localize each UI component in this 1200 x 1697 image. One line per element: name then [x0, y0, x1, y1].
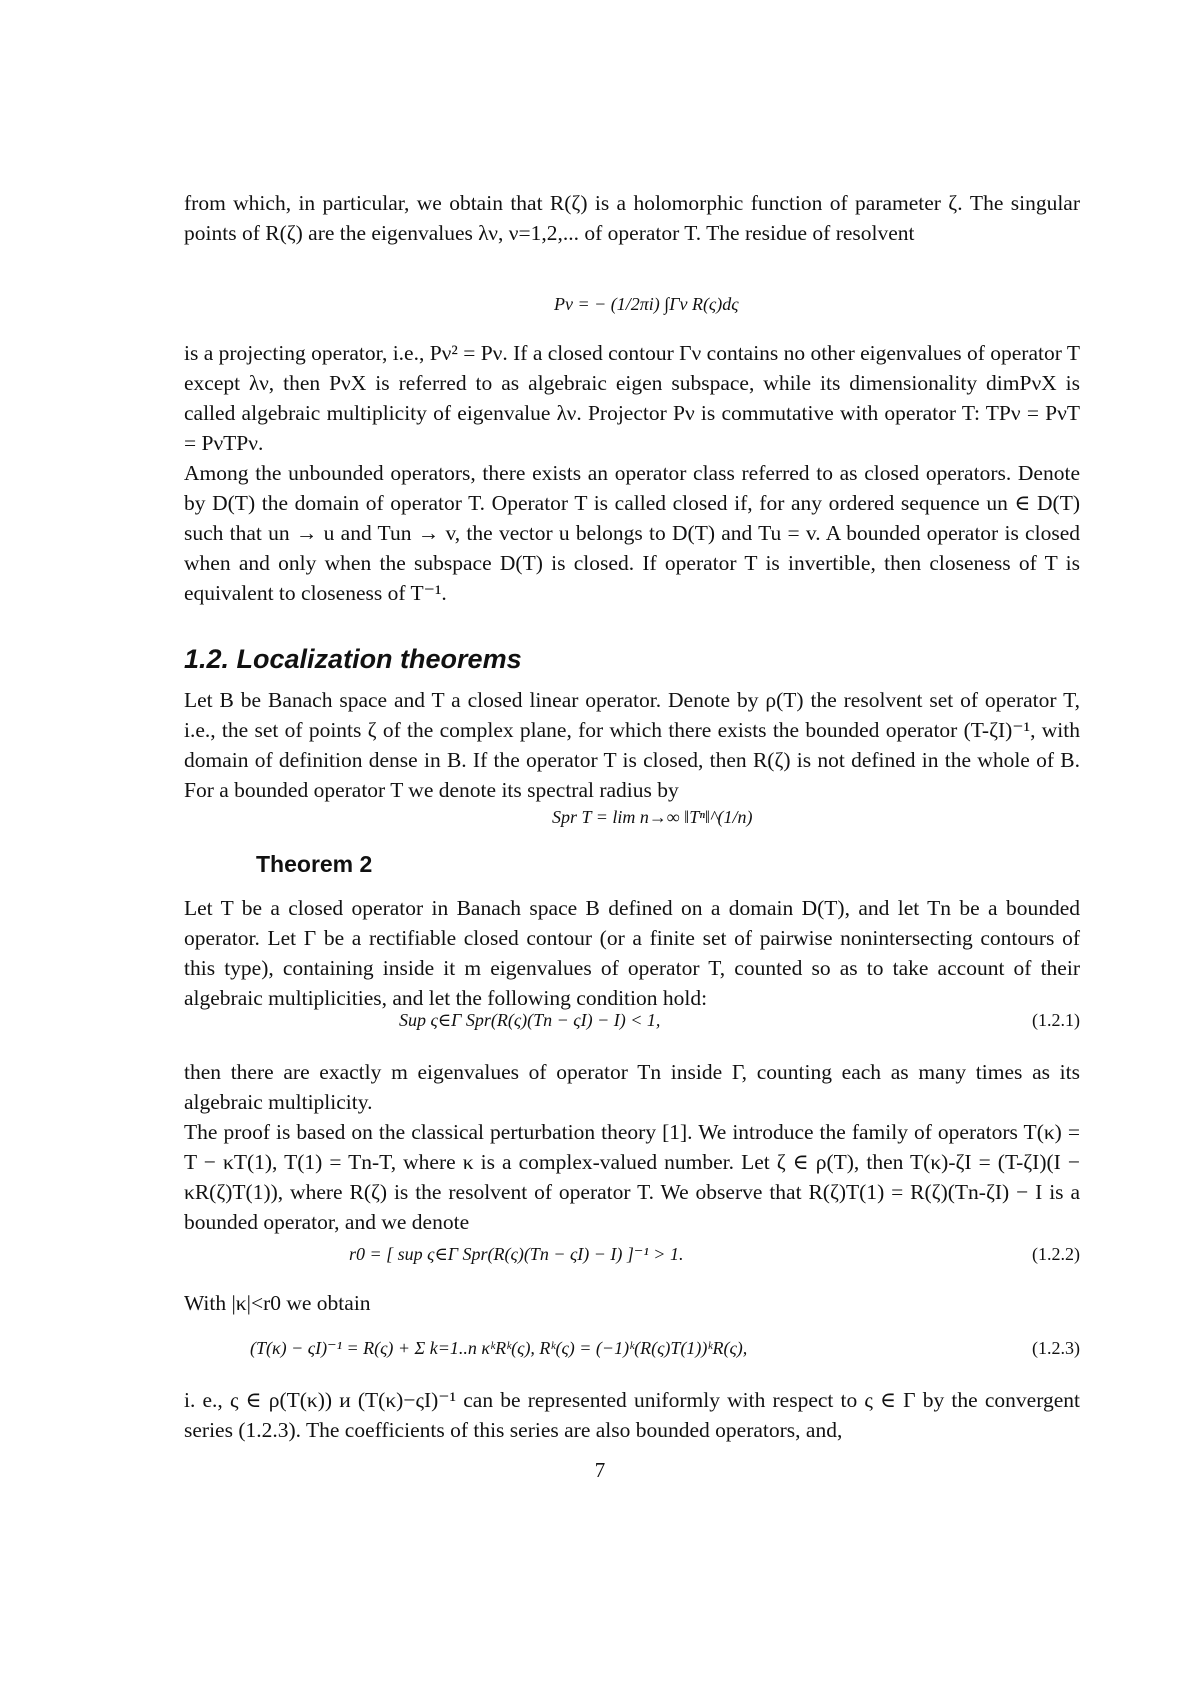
paragraph-text-3: Among the unbounded operators, there exists an operator class referred to as closed operators. Denote by D(T) the domain of operator T. Operator T is called closed if, for any ordered sequence un ∈ D(T) such that un → u and Tun → v, the vector u belongs to D(T) and Tu = v. A bounded operator is closed when and only when the subspace D(T) is closed. If operator T is invertible, then closeness of T is equivalent to closeness of T⁻¹. — [184, 458, 1080, 608]
equation-1-2-1 — [184, 1010, 1080, 1040]
equation-spectral-radius — [184, 807, 1080, 837]
paragraph-text-6: then there are exactly m eigenvalues of operator Tn inside Γ, counting each as many times as its algebraic multiplicity. — [184, 1057, 1080, 1117]
paragraph-with — [184, 1288, 1080, 1318]
paragraph-intro — [184, 188, 1080, 248]
paragraph-text-7: The proof is based on the classical perturbation theory [1]. We introduce the family of operators T(κ) = T − κT(1), T(1) = Tn-T, where κ is a complex-valued number. Let ζ ∈ ρ(T), then T(κ)-ζI = (T-ζI)(I − κR(ζ)T(1)), where R(ζ) is the resolvent of operator T. We observe that R(ζ)T(1) = R(ζ)(Tn-ζI) − I is a bounded operator, and we denote — [184, 1117, 1080, 1237]
equation-1-2-3-text: (T(κ) − ςI)⁻¹ = R(ς) + Σ k=1..n κᵏRᵏ(ς), Rᵏ(ς) = (−1)ᵏ(R(ς)T(1))ᵏR(ς), — [250, 1338, 747, 1359]
paragraph-text-2: is a projecting operator, i.e., Pν² = Pν. If a closed contour Γν contains no other eigenvalues of operator T except λν, then PνX is referred to as algebraic eigen subspace, while its dimensionality dimPνX is called algebraic multiplicity of eigenvalue λν. Projector Pν is commutative with operator T: TPν = PνT = PνTPν. — [184, 338, 1080, 458]
paragraph-projector — [184, 338, 1080, 608]
paragraph-text-1: from which, in particular, we obtain that R(ζ) is a holomorphic function of parameter ζ. The singular points of R(ζ) are the eigenvalues λν, ν=1,2,... of operator T. The residue of resolvent — [184, 188, 1080, 248]
paragraph-series — [184, 1385, 1080, 1445]
paragraph-text-8: With |κ|<r0 we obtain — [184, 1288, 1080, 1318]
equation-1-2-1-text: Sup ς∈Γ Spr(R(ς)(Tn − ςI) − I) < 1, — [399, 1010, 660, 1031]
paragraph-conclusion — [184, 1057, 1080, 1237]
paragraph-theorem — [184, 893, 1080, 1013]
equation-residue-text: Pν = − (1/2πi) ∫Γν R(ς)dς — [554, 294, 739, 315]
equation-spectral-radius-text: Spr T = lim n→∞ ‖Tⁿ‖^(1/n) — [552, 807, 753, 828]
paragraph-text-9: i. e., ς ∈ ρ(T(κ)) и (T(κ)−ςI)⁻¹ can be represented uniformly with respect to ς ∈ Γ by the convergent series (1.2.3). The coefficients of this series are also bounded operators, and, — [184, 1385, 1080, 1445]
equation-1-2-2 — [184, 1232, 1080, 1282]
equation-1-2-3-number: (1.2.3) — [1032, 1338, 1080, 1359]
equation-residue — [184, 290, 1080, 340]
equation-1-2-2-text: r0 = [ sup ς∈Γ Spr(R(ς)(Tn − ςI) − I) ]⁻¹ > 1. — [349, 1244, 683, 1265]
equation-1-2-1-number: (1.2.1) — [1032, 1010, 1080, 1031]
paragraph-text-5: Let T be a closed operator in Banach space B defined on a domain D(T), and let Tn be a bounded operator. Let Γ be a rectifiable closed contour (or a finite set of pairwise nonintersecting contours of this type), containing inside it m eigenvalues of operator T, counted so as to take account of their algebraic multiplicities, and let the following condition hold: — [184, 893, 1080, 1013]
page-number: 7 — [0, 1458, 1200, 1483]
paragraph-text-4: Let B be Banach space and T a closed linear operator. Denote by ρ(T) the resolvent set of operator T, i.e., the set of points ζ of the complex plane, for which there exists the bounded operator (T-ζI)⁻¹, with domain of definition dense in B. If the operator T is closed, then R(ζ) is not defined in the whole of B. For a bounded operator T we denote its spectral radius by — [184, 685, 1080, 805]
equation-1-2-3 — [184, 1322, 1080, 1378]
paragraph-banach — [184, 685, 1080, 805]
equation-1-2-2-number: (1.2.2) — [1032, 1244, 1080, 1265]
document-page — [0, 0, 1200, 1697]
section-heading: 1.2. Localization theorems — [184, 643, 522, 675]
theorem-title: Theorem 2 — [256, 850, 372, 878]
